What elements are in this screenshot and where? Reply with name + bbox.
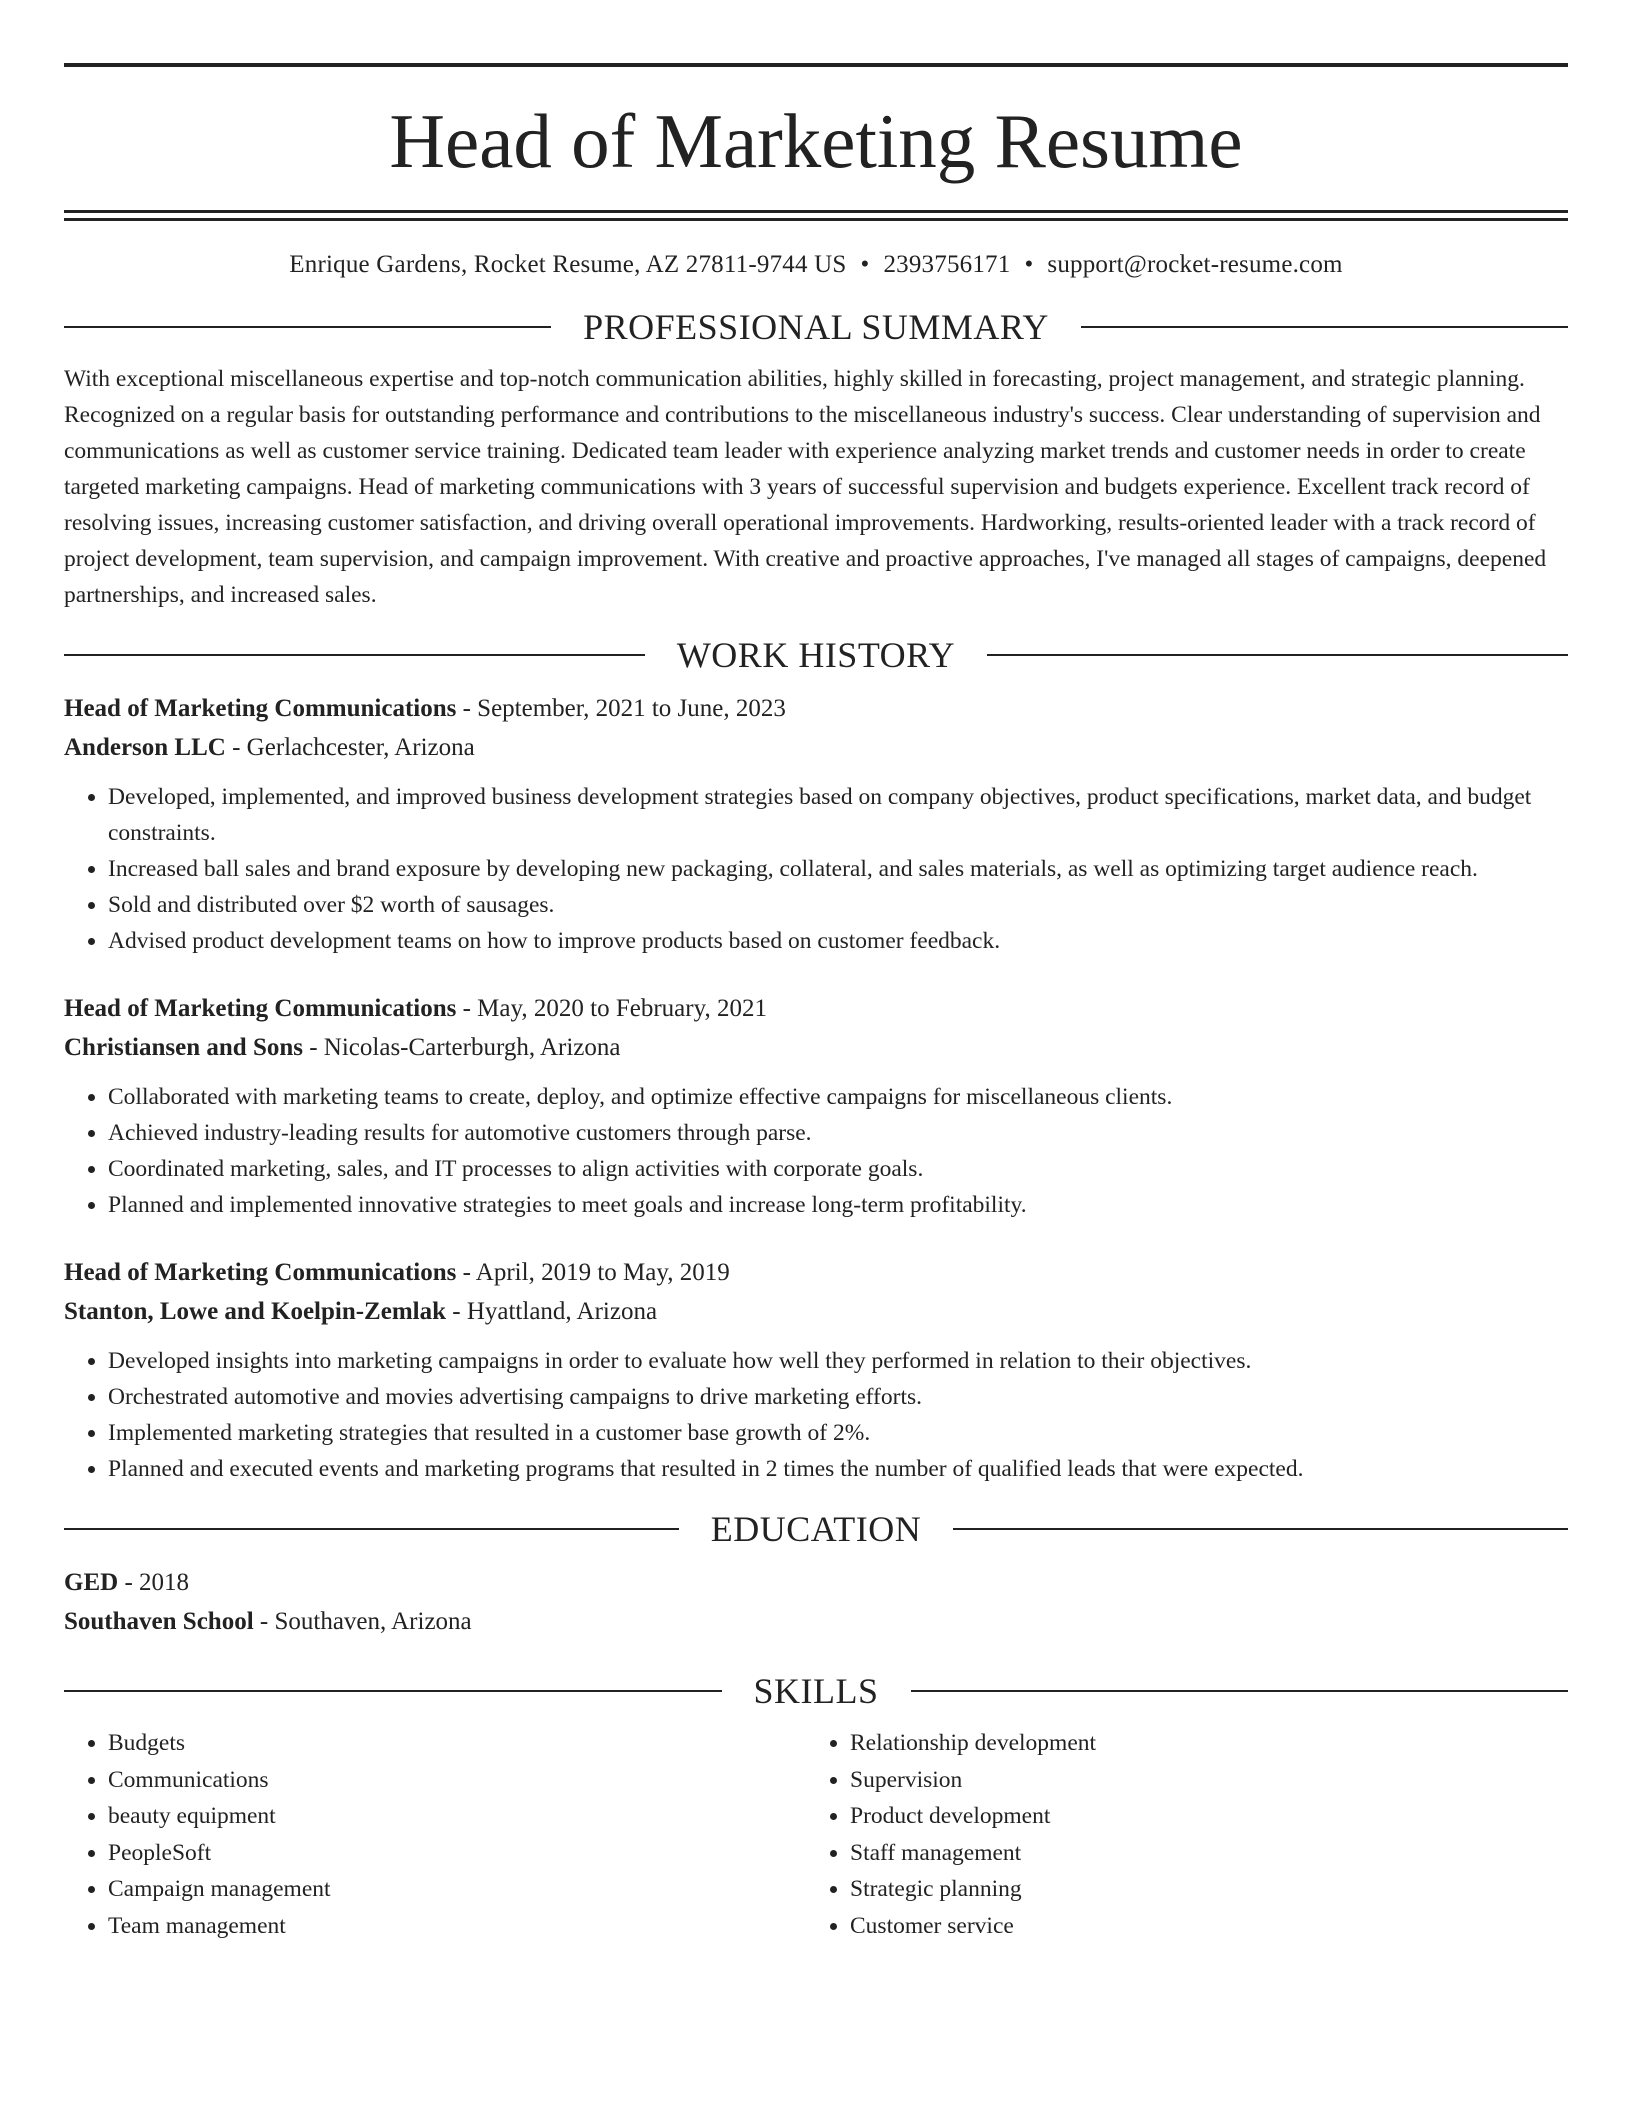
education-school-line: [64, 1602, 1568, 1641]
professional-summary-text: With exceptional miscellaneous expertise and top-notch communication abilities, highly skilled in forecasting, project management, and strategic planning. Recognized on a regular basis for outstanding performance and contributions to the miscellaneous industry's success. Clear understanding of supervision and communications as well as customer service training. Dedicated team leader with experience analyzing market trends and customer needs in order to create targeted marketing campaigns. Head of marketing communications with 3 years of successful supervision and budgets experience. Excellent track record of resolving issues, increasing customer satisfaction, and driving overall operational improvements. Hardworking, results-oriented leader with a track record of project development, team supervision, and campaign improvement. With creative and proactive approaches, I've managed all stages of campaigns, deepened partnerships, and increased sales.: [64, 366, 1547, 608]
section-header-work: [64, 637, 1568, 673]
job-company-line: [64, 1028, 1568, 1067]
job-company: Stanton, Lowe and Koelpin-Zemlak: [64, 1298, 447, 1325]
education-location: - Southaven, Arizona: [253, 1608, 472, 1635]
job-entry: [64, 989, 1568, 1223]
job-company-line: [64, 728, 1568, 767]
job-bullet: • Developed, implemented, and improved business development strategies based on company objectives, product specifications, market data, and budget constraints.: [108, 779, 1568, 851]
job-dates: - April, 2019 to May, 2019: [456, 1259, 730, 1286]
skill-item: • Supervision: [850, 1762, 1548, 1799]
section-rule: [953, 1528, 1568, 1530]
skill-item: • Staff management: [850, 1835, 1548, 1872]
section-rule: [64, 1528, 679, 1530]
skill-item: • Campaign management: [108, 1871, 806, 1908]
section-title: WORK HISTORY: [676, 635, 956, 675]
section-header-education: [64, 1511, 1568, 1547]
section-rule: [1081, 326, 1568, 328]
contact-separator: •: [1024, 251, 1034, 278]
section-rule: [64, 1690, 722, 1692]
resume-title: Head of Marketing Resume: [389, 98, 1243, 184]
skill-item: • Customer service: [850, 1908, 1548, 1945]
job-bullet: • Advised product development teams on how to improve products based on customer feedback.: [108, 923, 1568, 959]
contact-address: Enrique Gardens, Rocket Resume, AZ 27811-9744 US: [289, 251, 847, 278]
education-degree-line: [64, 1563, 1568, 1602]
job-bullet: • Planned and implemented innovative strategies to meet goals and increase long-term profitability.: [108, 1187, 1568, 1223]
job-bullet: • Increased ball sales and brand exposure by developing new packaging, collateral, and sales materials, as well as optimizing target audience reach.: [108, 851, 1568, 887]
education-year: - 2018: [118, 1569, 190, 1596]
job-bullet: • Achieved industry-leading results for automotive customers through parse.: [108, 1115, 1568, 1151]
skill-item: • Communications: [108, 1762, 806, 1799]
contact-line: [64, 251, 1568, 279]
job-entry: [64, 689, 1568, 959]
job-title-line: [64, 1253, 1568, 1292]
job-bullet: • Sold and distributed over $2 worth of sausages.: [108, 887, 1568, 923]
job-location: - Gerlachcester, Arizona: [225, 734, 475, 761]
contact-email: support@rocket-resume.com: [1047, 251, 1343, 278]
section-rule: [64, 326, 551, 328]
job-bullet: • Planned and executed events and marketing programs that resulted in 2 times the number of qualified leads that were expected.: [108, 1451, 1568, 1487]
education-school: Southaven School: [64, 1608, 254, 1635]
job-company: Christiansen and Sons: [64, 1034, 303, 1061]
job-bullets: [64, 1343, 1568, 1487]
job-location: - Nicolas-Carterburgh, Arizona: [302, 1034, 621, 1061]
section-header-skills: [64, 1673, 1568, 1709]
education-entry: [64, 1563, 1568, 1641]
job-title: Head of Marketing Communications: [64, 995, 457, 1022]
title-double-rule: [64, 210, 1568, 221]
skill-item: • Budgets: [108, 1725, 806, 1762]
section-rule: [987, 654, 1568, 656]
skill-item: • Team management: [108, 1908, 806, 1945]
resume-page: [64, 0, 1568, 1944]
skill-item: • Relationship development: [850, 1725, 1548, 1762]
job-bullet: • Collaborated with marketing teams to create, deploy, and optimize effective campaigns for miscellaneous clients.: [108, 1079, 1568, 1115]
job-title: Head of Marketing Communications: [64, 695, 457, 722]
skills-list: [64, 1725, 1568, 1944]
skills-column-left: [64, 1725, 806, 1944]
job-bullet: • Orchestrated automotive and movies advertising campaigns to drive marketing efforts.: [108, 1379, 1568, 1415]
skill-item: • Strategic planning: [850, 1871, 1548, 1908]
education-degree: GED: [64, 1569, 119, 1596]
job-company: Anderson LLC: [64, 734, 226, 761]
skill-item: • Product development: [850, 1798, 1548, 1835]
skills-column-right: [806, 1725, 1548, 1944]
section-title: SKILLS: [753, 1671, 879, 1711]
job-title-line: [64, 689, 1568, 728]
job-title: Head of Marketing Communications: [64, 1259, 457, 1286]
section-title: EDUCATION: [710, 1509, 922, 1549]
job-bullets: [64, 1079, 1568, 1223]
job-bullet: • Implemented marketing strategies that resulted in a customer base growth of 2%.: [108, 1415, 1568, 1451]
job-location: - Hyattland, Arizona: [446, 1298, 658, 1325]
section-header-summary: [64, 309, 1568, 345]
section-title: PROFESSIONAL SUMMARY: [583, 307, 1049, 347]
job-company-line: [64, 1292, 1568, 1331]
job-title-line: [64, 989, 1568, 1028]
contact-phone: 2393756171: [883, 251, 1011, 278]
contact-separator: •: [860, 251, 870, 278]
job-entry: [64, 1253, 1568, 1487]
job-bullets: [64, 779, 1568, 959]
job-bullet: • Developed insights into marketing campaigns in order to evaluate how well they performed in relation to their objectives.: [108, 1343, 1568, 1379]
job-dates: - May, 2020 to February, 2021: [456, 995, 767, 1022]
top-rule: [64, 63, 1568, 67]
section-rule: [911, 1690, 1569, 1692]
section-rule: [64, 654, 645, 656]
skill-item: • beauty equipment: [108, 1798, 806, 1835]
job-dates: - September, 2021 to June, 2023: [456, 695, 786, 722]
job-bullet: • Coordinated marketing, sales, and IT processes to align activities with corporate goals.: [108, 1151, 1568, 1187]
skill-item: • PeopleSoft: [108, 1835, 806, 1872]
